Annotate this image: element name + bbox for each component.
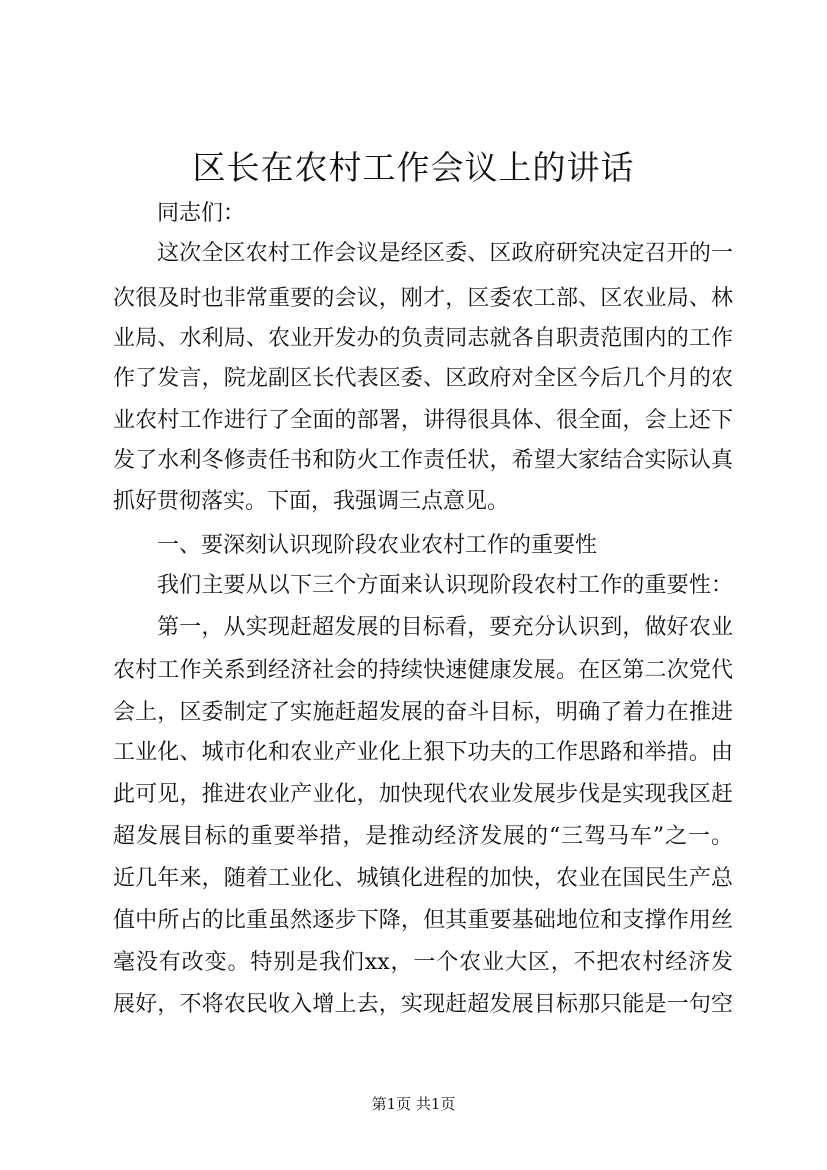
body-line: 此可见，推进农业产业化，加快现代农业发展步伐是实现我区赶 [113, 782, 733, 807]
body-line: 业农村工作进行了全面的部署，讲得很具体、很全面，会上还下 [113, 408, 733, 433]
body-line: 工业化、城市化和农业产业化上狠下功夫的工作思路和举措。由 [113, 740, 733, 765]
body-line: 作了发言，院龙副区长代表区委、区政府对全区今后几个月的农 [113, 366, 733, 391]
body-line: 这次全区农村工作会议是经区委、区政府研究决定召开的一 [157, 241, 733, 266]
document-title: 区长在农村工作会议上的讲话 [192, 148, 635, 187]
body-line: 近几年来，随着工业化、城镇化进程的加快，农业在国民生产总 [113, 866, 733, 891]
body-line: 展好，不将农民收入增上去，实现赶超发展目标那只能是一句空 [113, 992, 733, 1017]
body-line: 值中所占的比重虽然逐步下降，但其重要基础地位和支撑作用丝 [113, 908, 733, 933]
salutation-line: 同志们： [157, 201, 246, 226]
body-line: 抓好贯彻落实。下面，我强调三点意见。 [113, 489, 510, 514]
body-line: 我们主要从以下三个方面来认识现阶段农村工作的重要性： [157, 573, 733, 598]
body-line: 超发展目标的重要举措，是推动经济发展的“三驾马车”之一。 [113, 824, 733, 849]
body-line: 毫没有改变。特别是我们xx，一个农业大区，不把农村经济发 [113, 950, 733, 975]
page-footer: 第1页 共1页 [371, 1095, 456, 1113]
body-line: 会上，区委制定了实施赶超发展的奋斗目标，明确了着力在推进 [113, 700, 733, 725]
section-heading: 一、要深刻认识现阶段农业农村工作的重要性 [157, 533, 598, 558]
body-line: 次很及时也非常重要的会议，刚才，区委农工部、区农业局、林 [113, 286, 733, 311]
body-line: 发了水利冬修责任书和防火工作责任状，希望大家结合实际认真 [113, 448, 733, 473]
body-line: 第一，从实现赶超发展的目标看，要充分认识到，做好农业 [157, 615, 733, 640]
body-line: 农村工作关系到经济社会的持续快速健康发展。在区第二次党代 [113, 658, 733, 683]
body-line: 业局、水利局、农业开发办的负责同志就各自职责范围内的工作 [113, 326, 733, 351]
